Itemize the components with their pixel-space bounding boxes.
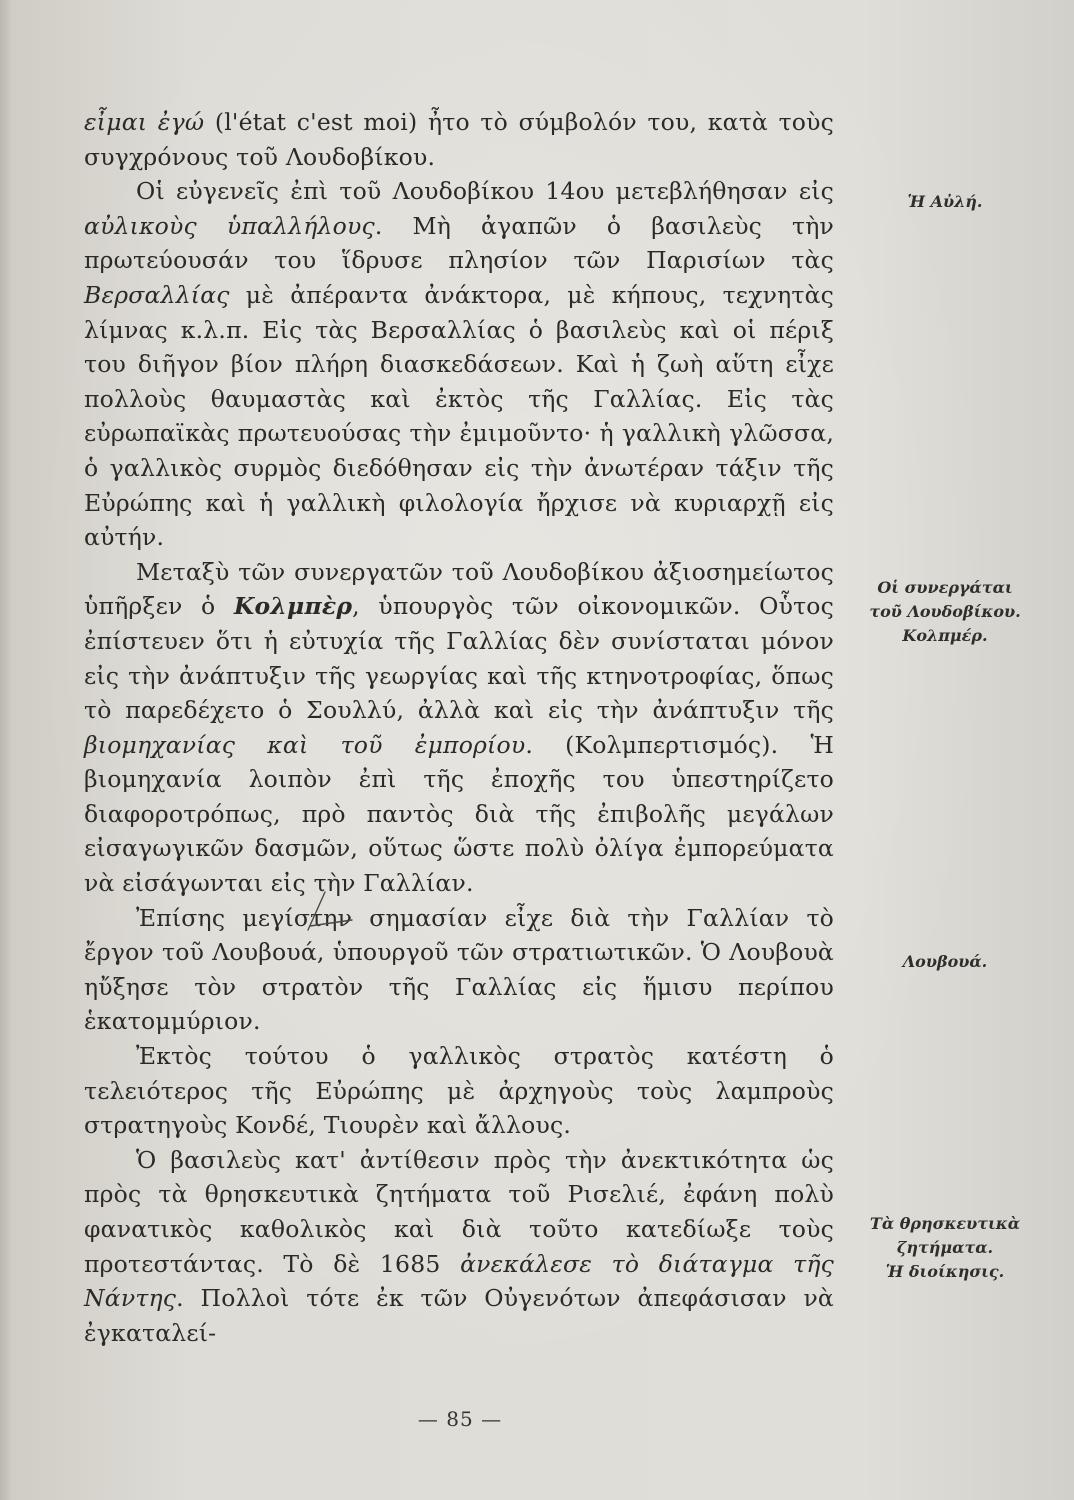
paragraph-1: [84, 105, 834, 174]
page-number: — 85 —: [417, 1407, 503, 1431]
paragraph-text: Ὁ βασιλεὺς κατ' ἀντίθεσιν πρὸς τὴν ἀνεκτικότητα ὡς πρὸς τὰ θρησκευτικὰ ζητήματα τοῦ Ρισελιέ, ἐφάνη πολὺ φανατικὸς καθολικὸς καὶ διὰ τοῦτο κατεδίωξε τοὺς προτεστάντας. Τὸ δὲ 1685: [84, 1145, 834, 1278]
main-text-column: [84, 105, 834, 1350]
margin-note-line: Κολπμέρ.: [902, 626, 988, 645]
emphasized-text: ἀνεκάλεσε τὸ διάταγμα τῆς Νάντης: [84, 1249, 834, 1313]
paragraph-6: [84, 1143, 834, 1351]
margin-note-louvois: [845, 950, 1045, 974]
margin-note-religious-issues: [845, 1212, 1045, 1284]
paragraph-text: . (Κολμπερτισμός). Ἡ βιομηχανία λοιπὸν ἐπὶ τῆς ἐποχῆς του ὑπεστηρίζετο διαφοροτρόπως, πρὸ παντὸς διὰ τῆς ἐπιβολῆς μεγάλων εἰσαγωγικῶν δασμῶν, οὕτως ὥστε πολὺ ὀλίγα ἐμπορεύματα νὰ εἰσάγωνται εἰς τὴν Γαλλίαν.: [84, 730, 834, 898]
paragraph-text: Μεταξὺ τῶν συνεργατῶν τοῦ Λουδοβίκου ἀξιοσημείωτος ὑπῆρξεν ὁ: [84, 557, 834, 621]
paragraph-text: (l'état c'est moi) ἦτο τὸ σύμβολόν του, κατὰ τοὺς συγχρόνους τοῦ Λουδοβίκου.: [84, 108, 834, 171]
paragraph-text: μὲ ἀπέραντα ἀνάκτορα, μὲ κήπους, τεχνητὰς λίμνας κ.λ.π. Εἰς τὰς Βερσαλλίας ὁ βασιλεὺς καὶ οἱ πέριξ του διῆγον βίον πλήρη διασκεδάσεων. Καὶ ἡ ζωὴ αὕτη εἶχε πολλοὺς θαυμαστὰς καὶ ἐκτὸς τῆς Γαλλίας. Εἰς τὰς εὐρωπαϊκὰς πρωτευούσας τὴν ἐμιμοῦντο· ἡ γαλλικὴ γλῶσσα, ὁ γαλλικὸς συρμὸς διεδόθησαν εἰς τὴν ἀνωτέραν τάξιν τῆς Εὐρώπης καὶ ἡ γαλλικὴ φιλολογία ἤρχισε νὰ κυριαρχῇ εἰς αὐτήν.: [84, 280, 834, 552]
margin-note-line: Λουβουά.: [902, 952, 988, 971]
margin-note-line: Οἱ συνεργάται: [877, 578, 1013, 597]
paragraph-text: , ὑπουργὸς τῶν οἰκονομικῶν. Οὗτος ἐπίστευεν ὅτι ἡ εὐτυχία τῆς Γαλλίας δὲν συνίσταται μόνον εἰς τὴν ἀνάπτυξιν τῆς γεωργίας καὶ τῆς κτηνοτροφίας, ὅπως τὸ παρεδέχετο ὁ Σουλλύ, ἀλλὰ καὶ εἰς τὴν ἀνάπτυξιν τῆς: [84, 592, 834, 725]
emphasized-text: βιομηχανίας καὶ τοῦ ἐμπορίου: [84, 730, 526, 759]
margin-note-line: τοῦ Λουδοβίκου.: [869, 602, 1021, 621]
emphasized-text: αὐλικοὺς ὑπαλλήλους: [84, 211, 375, 240]
emphasized-text: Βερσαλλίας: [84, 280, 230, 309]
bold-name: Κολμπὲρ: [233, 592, 353, 621]
margin-note-line: Τὰ θρησκευτικὰ: [869, 1214, 1021, 1233]
margin-note-line: Ἡ διοίκησις.: [885, 1262, 1005, 1281]
paragraph-text: Οἱ εὐγενεῖς ἐπὶ τοῦ Λουδοβίκου 14ου μετεβλήθησαν εἰς: [136, 177, 834, 206]
pencil-mark: [300, 890, 360, 940]
paragraph-text: . Μὴ ἀγαπῶν ὁ βασιλεὺς τὴν πρωτεύουσάν του ἵδρυσε πλησίον τῶν Παρισίων τὰς: [84, 211, 834, 275]
margin-note-line: Ἡ Αὐλή.: [907, 192, 983, 211]
paragraph-text: . Πολλοὶ τότε ἐκ τῶν Οὐγενότων ἀπεφάσισαν νὰ ἐγκαταλεί-: [84, 1284, 834, 1347]
paragraph-2: [84, 174, 834, 555]
paragraph-3: [84, 555, 834, 901]
paragraph-5: Ἐκτὸς τούτου ὁ γαλλικὸς στρατὸς κατέστη ὁ τελειότερος τῆς Εὐρώπης μὲ ἀρχηγοὺς τοὺς λαμπροὺς στρατηγοὺς Κονδέ, Τιουρὲν καὶ ἄλλους.: [84, 1042, 834, 1140]
margin-note-line: ζητήματα.: [896, 1238, 994, 1257]
margin-note-court: [845, 190, 1045, 214]
emphasized-text: εἶμαι ἐγώ: [84, 108, 205, 136]
margin-note-collaborators: [845, 576, 1045, 648]
paragraph-4: Ἐπίσης μεγίστην σημασίαν εἶχε διὰ τὴν Γαλλίαν τὸ ἔργον τοῦ Λουβουά, ὑπουργοῦ τῶν στρατιωτικῶν. Ὁ Λουβουὰ ηὔξησε τὸν στρατὸν τῆς Γαλλίας εἰς ἥμισυ περίπου ἑκατομμύριον.: [84, 903, 834, 1036]
